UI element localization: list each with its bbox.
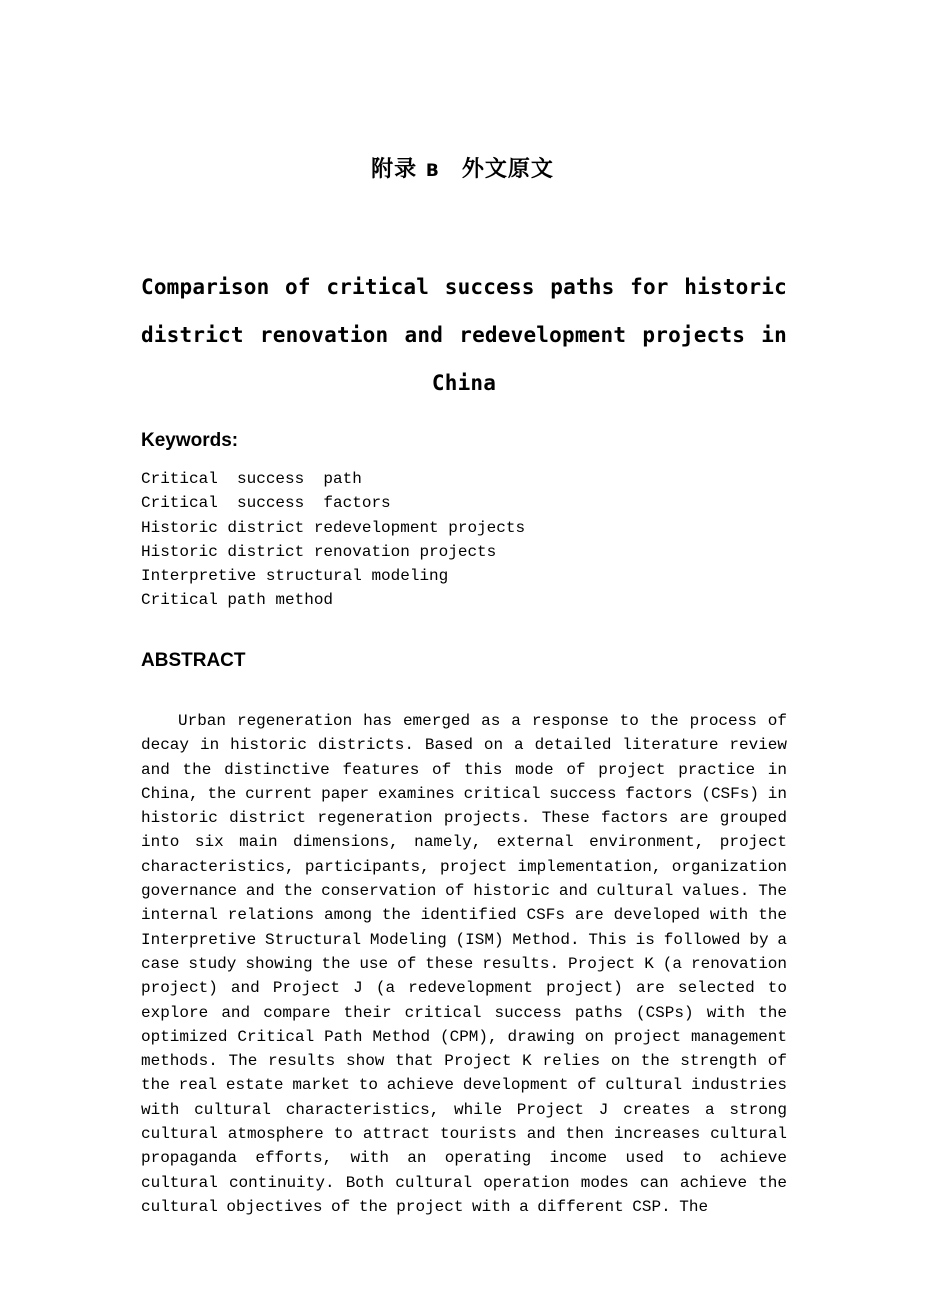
appendix-prefix: 附录 [371, 157, 418, 182]
keyword-item: Critical success factors [141, 494, 391, 513]
keyword-item: Critical success path [141, 470, 362, 488]
appendix-letter: B [425, 161, 440, 181]
abstract-label: ABSTRACT [141, 650, 246, 671]
keywords-label: Keywords: [141, 430, 239, 451]
abstract-body: Urban regeneration has emerged as a response to the process of decay in historic districts. Based on a detailed literature review and the distinctive features of this mode of project practice in China, the current paper examines critical success factors (CSFs) in historic district regeneration projects. These factors are grouped into six main dimensions, namely, external environment, project characteristics, participants, project implementation, organization governance and the conservation of historic and cultural values. The internal relations among the identified CSFs are developed with the Interpretive Structural Modeling (ISM) Method. This is followed by a case study showing the use of these results. Project K (a renovation project) and Project J (a redevelopment project) are selected to explore and compare their critical success paths (CSPs) with the optimized Critical Path Method (CPM), drawing on project management methods. The results show that Project K relies on the strength of the real estate market to achieve development of cultural industries with cultural characteristics, while Project J creates a strong cultural atmosphere to attract tourists and then increases cultural propaganda efforts, with an operating income used to achieve cultural continuity. Both cultural operation modes can achieve the cultural objectives of the project with a different CSP. The [141, 712, 787, 1216]
appendix-heading [0, 152, 925, 183]
paper-title: Comparison of critical success paths for historic district renovation and redevelopment projects in China [141, 275, 787, 395]
appendix-title: 外文原文 [461, 157, 554, 182]
keyword-item: Interpretive structural modeling [141, 567, 449, 586]
keyword-item: Critical path method [141, 591, 334, 610]
keyword-item: Historic district redevelopment projects [141, 518, 526, 537]
keyword-list [141, 467, 525, 613]
keyword-item: Historic district renovation projects [141, 542, 497, 561]
